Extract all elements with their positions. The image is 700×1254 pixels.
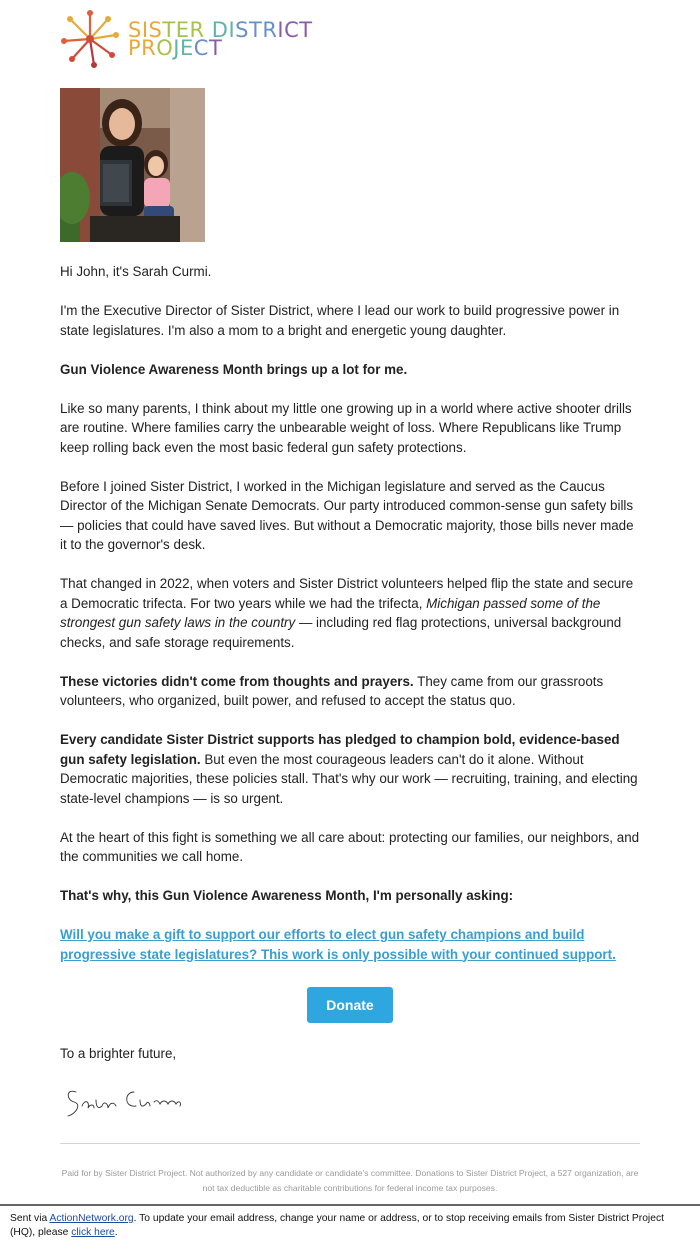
italic-text: Michigan passed some of the strongest gun safety laws in the country [60, 595, 601, 630]
closing-line: To a brighter future, [60, 1046, 177, 1061]
logo-wordmark [128, 18, 313, 60]
paragraph-candidates [60, 730, 640, 808]
paragraph-trifecta [60, 574, 640, 652]
logo-letter: T [299, 18, 313, 42]
logo-letter: C [284, 18, 300, 42]
logo-letter: E [175, 18, 190, 42]
logo-letter: S [235, 18, 249, 42]
paragraph-victories [60, 672, 640, 711]
family-photo [60, 88, 205, 242]
letter-body [60, 262, 640, 984]
logo-letter: I [277, 18, 285, 42]
logo-letter: T [249, 18, 263, 42]
logo-letter: I [141, 18, 149, 42]
footer-suffix: . [114, 1227, 118, 1238]
legal-disclaimer: Paid for by Sister District Project. Not authorized by any candidate or candidate's committee. Donations to Sister District Project, a 527 organization, are not tax deductible as charitable contributions for federal income tax purposes. [61, 1168, 639, 1193]
logo-letter: R [262, 18, 278, 42]
footer-prefix: Sent via [10, 1213, 50, 1224]
paragraph-intro: I'm the Executive Director of Sister District, where I lead our work to build progressive power in state legislatures. I'm also a mom to a bright and energetic young daughter. [60, 303, 620, 338]
unsubscribe-link[interactable]: click here [71, 1227, 115, 1238]
donate-button[interactable]: Donate [307, 987, 393, 1023]
family-photo-icon [60, 88, 205, 242]
logo-letter: T [162, 18, 176, 42]
logo-letter: R [189, 18, 205, 42]
paragraph-michigan: Before I joined Sister District, I worked in the Michigan legislature and served as the Caucus Director of the Michigan Senate Democrats. Our party introduced common-sense gun safety bills — policies that could have saved lives. But without a Democratic majority, those bills never made it to the governor's desk. [60, 478, 634, 552]
handwritten-signature-icon [62, 1078, 192, 1124]
logo-letter: T [208, 36, 223, 60]
footer-text [10, 1212, 690, 1240]
paragraph-awareness [60, 360, 640, 380]
logo-letter: R [141, 36, 157, 60]
logo-letter: S [148, 18, 163, 42]
logo-letter: O [156, 36, 174, 60]
logo-letter: J [173, 36, 180, 60]
bold-text: That's why, this Gun Violence Awareness Month, I'm personally asking: [60, 888, 514, 903]
text-span: That changed in 2022, when voters and Sister District volunteers helped flip the state and secure a Democratic trifecta. For two years while we had the trifecta, [60, 576, 634, 611]
text-span: But even the most courageous leaders can't do it alone. Without Democratic majorities, these policies stall. That's why our work — recruiting, training, and electing state-level champions — is so urgent. [60, 751, 638, 806]
logo-letter: S [128, 18, 142, 42]
logo-letter: C [193, 36, 209, 60]
footer-middle: . To update your email address, change your name or address, or to stop receiving emails from Sister District Project (HQ), please [10, 1213, 664, 1238]
logo-letter: I [228, 18, 236, 42]
sister-district-logo[interactable] [58, 8, 318, 70]
logo-letter: D [211, 18, 229, 42]
starburst-logo-icon [58, 7, 122, 71]
bold-text: Every candidate Sister District supports has pledged to champion bold, evidence-based gun safety legislation. [60, 732, 620, 767]
donate-area [0, 987, 700, 1023]
text-span: — including red flag protections, universal background checks, and safe storage requirements. [60, 615, 622, 650]
greeting: Hi John, it's Sarah Curmi. [60, 264, 212, 279]
bold-text: These victories didn't come from thoughts and prayers. [60, 673, 414, 689]
paragraph-heart: At the heart of this fight is something we all care about: protecting our families, our neighbors, and the communities we call home. [60, 829, 640, 864]
divider [60, 1143, 640, 1144]
logo-letter: E [180, 36, 194, 60]
paragraph-cta [60, 925, 640, 964]
paragraph-parents: Like so many parents, I think about my little one growing up in a world where active shooter drills are routine. Where families carry the unbearable weight of loss. Where Republicans like Trump keep rolling back even the most basic federal gun safety protections. [60, 400, 632, 455]
logo-letter: P [128, 36, 142, 60]
gift-cta-link[interactable]: Will you make a gift to support our efforts to elect gun safety champions and build progressive state legislatures? This work is only possible with your continued support. [60, 927, 616, 962]
paragraph-asking [60, 886, 640, 906]
bold-text: Gun Violence Awareness Month brings up a lot for me. [60, 361, 408, 377]
text-span: They came from our grassroots volunteers, who organized, built power, and refused to accept the status quo. [60, 673, 604, 708]
actionnetwork-link[interactable]: ActionNetwork.org [49, 1213, 134, 1224]
